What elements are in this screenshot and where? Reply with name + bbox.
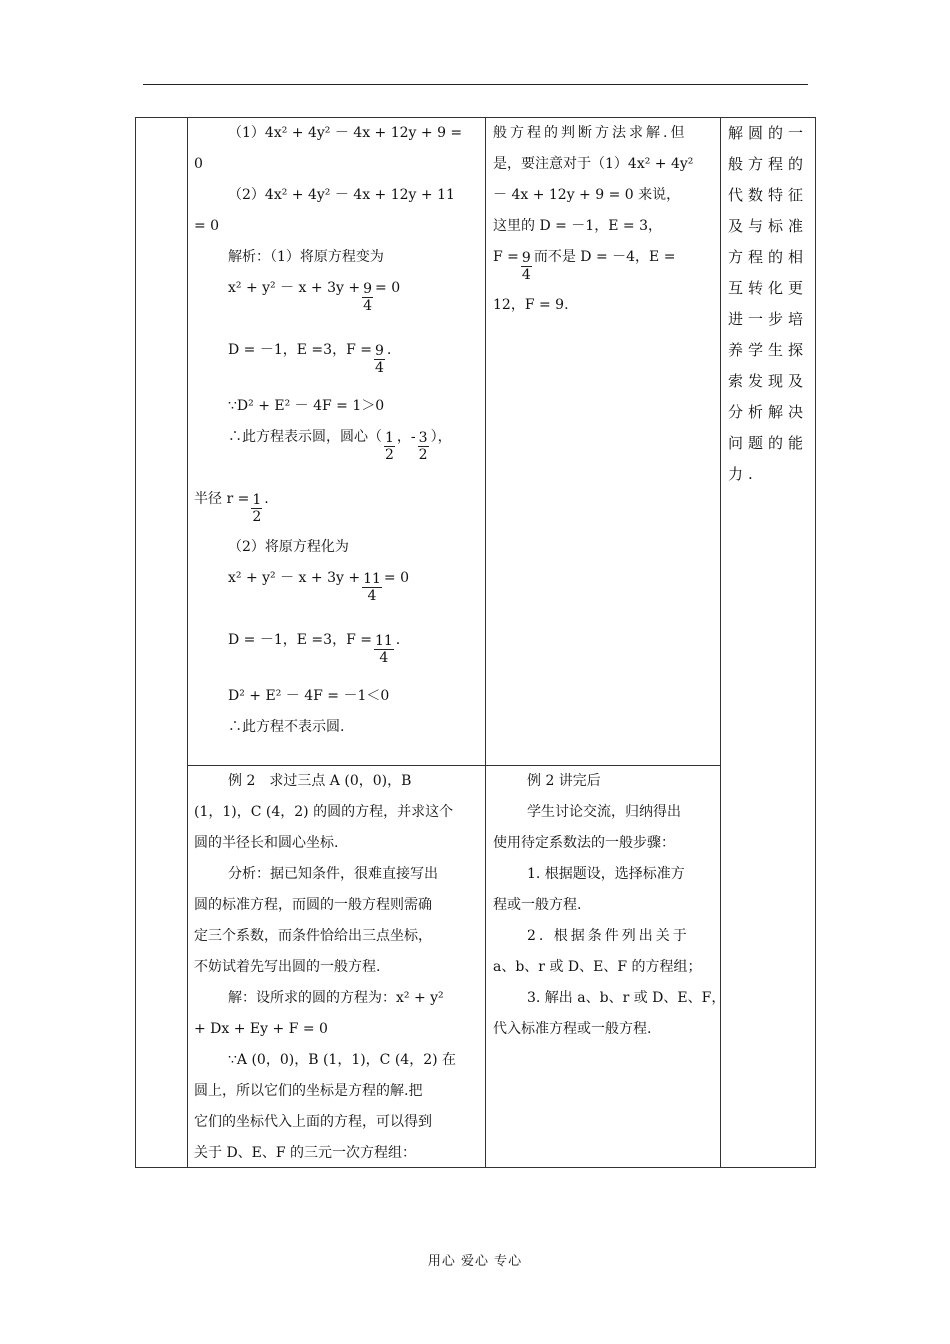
fraction: $\frac{9}{4}$ [363, 281, 373, 314]
text-line: 这里的 D = －1，E = 3， [493, 218, 662, 234]
text-line: ∵A (0，0)，B (1，1)，C (4，2) 在 [228, 1052, 457, 1068]
text-line: 不妨试着先写出圆的一般方程. [194, 959, 381, 975]
equation-line: ∵D² + E² － 4F = 1＞0 [228, 398, 385, 414]
equation-line: D² + E² － 4F = －1＜0 [228, 688, 390, 704]
text-line: 3. 解出 a、b、r 或 D、E、F， [527, 990, 726, 1006]
equation-line: ∴此方程表示圆，圆心（ $\frac{1}{2}$ ，- $\frac{3}{2}$ ）， [228, 429, 452, 463]
text-line: 程或一般方程. [493, 897, 582, 913]
text-line: 它们的坐标代入上面的方程，可以得到 [194, 1114, 432, 1130]
text-line: 问题的能 [728, 434, 809, 452]
text-line: 互转化更 [728, 279, 809, 297]
text-line: 例 2 讲完后 [527, 773, 601, 789]
equation-line: D = －1，E =3，F = $\frac{11}{4}$ . [228, 632, 401, 666]
text-line: 力. [728, 465, 758, 483]
col-divider-1 [187, 117, 188, 1167]
equation-line: F = $\frac{9}{4}$ 而不是 D = －4，E = [493, 249, 676, 283]
text-line: 是，要注意对于（1）4x² + 4y² [493, 156, 694, 172]
text-line: 养学生探 [728, 341, 809, 359]
fraction: $\frac{9}{4}$ [521, 250, 531, 283]
text-line: 索发现及 [728, 372, 809, 390]
text-line: 方程的相 [728, 248, 809, 266]
text-line: 解圆的一 [728, 124, 809, 142]
fraction: $\frac{3}{2}$ [418, 430, 428, 463]
text-line: 解析：（1）将原方程变为 [228, 249, 384, 265]
row2-col2 [194, 766, 480, 1169]
text-line: 2. 根据条件列出关于 [527, 928, 690, 944]
table-left-border [135, 117, 136, 1167]
row1-col4 [728, 118, 810, 490]
fraction: $\frac{1}{2}$ [385, 430, 394, 463]
equation-line: x² + y² － x + 3y + $\frac{9}{4}$ = 0 [228, 280, 401, 314]
row1-col2 [194, 118, 480, 743]
text-line: + Dx + Ey + F = 0 [194, 1021, 328, 1037]
col-divider-2 [485, 117, 486, 1167]
text-line: 解：设所求的圆的方程为：x² + y² [228, 990, 444, 1006]
fraction: $\frac{1}{2}$ [252, 492, 262, 525]
header-rule [143, 84, 808, 85]
text-line: 例 2 求过三点 A (0，0)，B [228, 773, 412, 789]
text-line: 关于 D、E、F 的三元一次方程组： [194, 1145, 417, 1161]
text-line: 分析解决 [728, 403, 809, 421]
text-line: 般方程的判断方法求解.但 [493, 125, 688, 141]
text-line: 0 [194, 156, 203, 172]
text-line: ∴此方程不表示圆. [228, 719, 345, 735]
fraction: $\frac{9}{4}$ [374, 343, 384, 376]
text-line: 般方程的 [728, 155, 809, 173]
text-line: a、b、r 或 D、E、F 的方程组； [493, 959, 702, 975]
text-line: （2）4x² + 4y² － 4x + 12y + 11 [228, 187, 455, 203]
fraction: $\frac{11}{4}$ [363, 571, 381, 604]
text-line: － 4x + 12y + 9 = 0 来说， [493, 187, 681, 203]
equation-line: 半径 r = $\frac{1}{2}$ . [194, 491, 269, 525]
text-line: （1）4x² + 4y² － 4x + 12y + 9 = [228, 125, 463, 141]
row2-col3 [493, 766, 726, 1045]
text-line: 12，F = 9. [493, 297, 569, 313]
text-line: 代数特征 [728, 186, 809, 204]
text-line: 分析：据已知条件，很难直接写出 [228, 866, 438, 882]
text-line: 及与标准 [728, 217, 809, 235]
text-line: 学生讨论交流，归纳得出 [527, 804, 681, 820]
text-line: (1，1)，C (4，2) 的圆的方程，并求这个 [194, 804, 454, 820]
equation-line: x² + y² － x + 3y + $\frac{11}{4}$ = 0 [228, 570, 410, 604]
text-line: 使用待定系数法的一般步骤： [493, 835, 675, 851]
page-footer: 用心 爱心 专心 [427, 1254, 523, 1269]
text-line: 进一步培 [728, 310, 809, 328]
text-line: = 0 [194, 218, 220, 234]
text-line: 圆上，所以它们的坐标是方程的解.把 [194, 1083, 423, 1099]
fraction: $\frac{11}{4}$ [374, 633, 393, 666]
equation-line: D = －1，E =3，F = $\frac{9}{4}$ . [228, 342, 392, 376]
text-line: 圆的标准方程，而圆的一般方程则需确 [194, 897, 432, 913]
text-line: 代入标准方程或一般方程. [493, 1021, 652, 1037]
text-line: 圆的半径长和圆心坐标. [194, 835, 339, 851]
text-line: （2）将原方程化为 [228, 539, 349, 555]
text-line: 1. 根据题设，选择标准方 [527, 866, 685, 882]
table-right-border [815, 117, 816, 1167]
text-line: 定三个系数，而条件恰给出三点坐标， [194, 928, 432, 944]
row1-col3 [493, 118, 715, 321]
